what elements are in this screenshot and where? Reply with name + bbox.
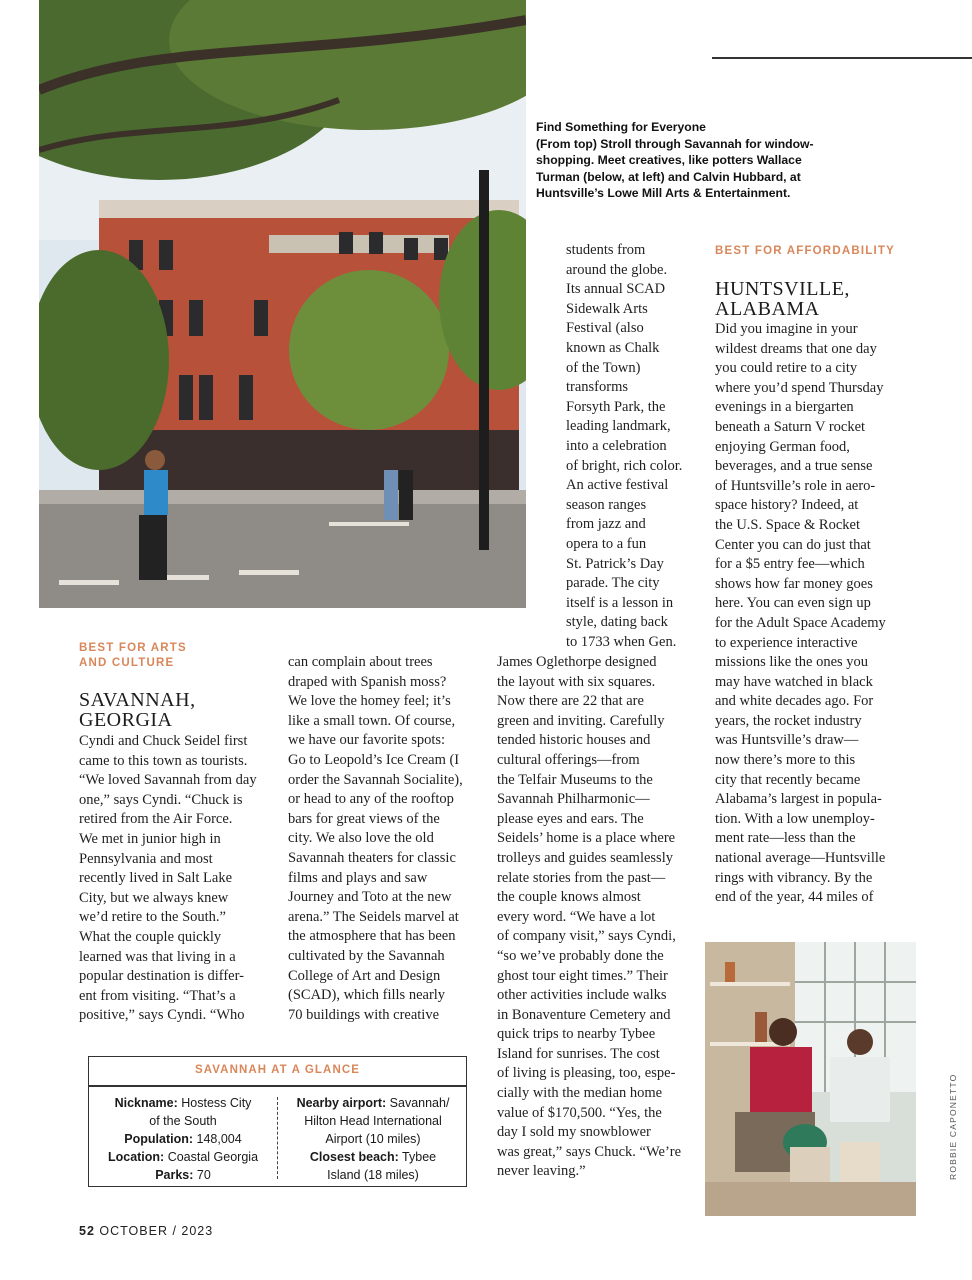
text-line: you could retire to a city xyxy=(715,360,858,377)
text-line: Island for sunrises. The cost xyxy=(497,1045,660,1062)
potters-photo xyxy=(705,942,916,1216)
text-line: years, the rocket industry xyxy=(715,712,862,729)
text-line: around the globe. xyxy=(566,261,668,278)
text-line: or head to any of the rooftop xyxy=(288,791,454,808)
text-line: every word. “We have a lot xyxy=(497,908,656,925)
text-line: we have our favorite spots: xyxy=(288,732,446,749)
text-line: City, but we always knew xyxy=(79,889,229,906)
text-line: students from xyxy=(566,242,646,258)
text-line: here. You can even sign up xyxy=(715,595,871,612)
text-line: cultivated by the Savannah xyxy=(288,947,445,964)
text-line: Center you can do just that xyxy=(715,536,871,553)
text-line: College of Art and Design xyxy=(288,967,441,984)
glance-location xyxy=(95,1148,271,1166)
text-line: wildest dreams that one day xyxy=(715,340,877,357)
text-line: Forsyth Park, the xyxy=(566,398,666,415)
glance-population xyxy=(95,1130,271,1148)
text-line: (SCAD), which fills nearly xyxy=(288,987,446,1004)
text-line: of Huntsville’s role in aero- xyxy=(715,477,876,494)
text-line: day I sold my snowblower xyxy=(497,1124,651,1141)
caption-line: (From top) Stroll through Savannah for window- xyxy=(536,136,814,151)
text-line: into a celebration xyxy=(566,437,667,454)
text-line: Savannah Philharmonic— xyxy=(497,791,650,808)
text-line: rings with vibrancy. By the xyxy=(715,869,873,886)
savannah-heading xyxy=(79,690,196,730)
glance-column-divider xyxy=(277,1097,278,1179)
caption-line: Turman (below, at left) and Calvin Hubbard, at xyxy=(536,169,801,184)
text-line: the U.S. Space & Rocket xyxy=(715,516,860,533)
text-line: draped with Spanish moss? xyxy=(288,673,447,690)
savannah-column-3-bottom xyxy=(497,653,697,1182)
text-line: and white decades ago. For xyxy=(715,693,874,710)
text-line: the layout with six squares. xyxy=(497,673,656,690)
text-line: space history? Indeed, at xyxy=(715,497,859,514)
text-line: ment rate—less than the xyxy=(715,830,856,847)
text-line: Cyndi and Chuck Seidel first xyxy=(79,733,248,749)
text-line: to 1733 when Gen. xyxy=(566,633,677,650)
text-line: opera to a fun xyxy=(566,535,647,552)
text-line: Pennsylvania and most xyxy=(79,850,213,867)
glance-parks-label: Parks: xyxy=(155,1168,194,1182)
text-line: quick trips to nearby Tybee xyxy=(497,1026,656,1043)
text-line: Savannah theaters for classic xyxy=(288,849,456,866)
text-line: retired from the Air Force. xyxy=(79,811,233,828)
text-line: other activities include walks xyxy=(497,987,667,1004)
text-line: ghost tour eight times.” Their xyxy=(497,967,668,984)
text-line: Did you imagine in your xyxy=(715,321,858,337)
text-line: season ranges xyxy=(566,496,647,513)
glance-population-label: Population: xyxy=(124,1132,194,1146)
glance-beach-value: Tybee xyxy=(402,1150,437,1164)
heading-line: GEORGIA xyxy=(79,709,173,731)
glance-title-rule xyxy=(89,1085,466,1087)
glance-airport-label: Nearby airport: xyxy=(296,1096,387,1110)
text-line: the couple knows almost xyxy=(497,889,641,906)
photo-credit: ROBBIE CAPONETTO xyxy=(948,1073,958,1180)
text-line: positive,” says Cyndi. “Who xyxy=(79,1007,245,1024)
text-line: tended historic houses and xyxy=(497,732,651,749)
text-line: Alabama’s largest in popula- xyxy=(715,791,882,808)
glance-airport-value2: Hilton Head International xyxy=(304,1114,442,1128)
glance-location-label: Location: xyxy=(107,1150,165,1164)
text-line: “so we’ve probably done the xyxy=(497,947,664,964)
glance-beach-value2: Island (18 miles) xyxy=(327,1168,419,1182)
page-number: 52 xyxy=(79,1224,95,1238)
glance-airport-value: Savannah/ xyxy=(389,1096,450,1110)
text-line: recently lived in Salt Lake xyxy=(79,870,233,887)
glance-airport xyxy=(284,1094,462,1112)
huntsville-kicker: BEST FOR AFFORDABILITY xyxy=(715,245,895,257)
text-line: city that recently became xyxy=(715,771,861,788)
text-line: we’d retire to the South.” xyxy=(79,909,226,926)
text-line: We met in junior high in xyxy=(79,830,221,847)
heading-line: HUNTSVILLE, xyxy=(715,278,850,300)
huntsville-heading xyxy=(715,279,850,319)
text-line: films and plays and saw xyxy=(288,869,428,886)
text-line: was Huntsville’s draw— xyxy=(715,732,859,749)
text-line: What the couple quickly xyxy=(79,928,222,945)
savannah-kicker xyxy=(79,641,187,671)
issue-date: OCTOBER / 2023 xyxy=(99,1224,214,1238)
text-line: where you’d spend Thursday xyxy=(715,379,884,396)
text-line: was great,” says Chuck. “We’re xyxy=(497,1143,682,1160)
text-line: beverages, and a true sense xyxy=(715,458,873,475)
glance-beach xyxy=(284,1148,462,1166)
text-line: like a small town. Of course, xyxy=(288,712,456,729)
text-line: We love the homey feel; it’s xyxy=(288,693,451,710)
glance-nickname-label: Nickname: xyxy=(114,1096,178,1110)
text-line: missions like the ones you xyxy=(715,654,869,671)
savannah-column-1 xyxy=(79,732,279,1026)
glance-parks-value: 70 xyxy=(196,1168,211,1182)
text-line: cultural offerings—from xyxy=(497,751,640,768)
text-line: never leaving.” xyxy=(497,1163,586,1180)
text-line: the Telfair Museums to the xyxy=(497,771,653,788)
text-line: the atmosphere that has been xyxy=(288,928,456,945)
text-line: for a $5 entry fee—which xyxy=(715,556,865,573)
text-line: bars for great views of the xyxy=(288,810,440,827)
text-line: to experience interactive xyxy=(715,634,858,651)
caption-line: Huntsville’s Lowe Mill Arts & Entertainment. xyxy=(536,186,791,201)
text-line: of company visit,” says Cyndi, xyxy=(497,928,676,945)
glance-title: SAVANNAH AT A GLANCE xyxy=(194,1064,361,1076)
text-line: cially with the median home xyxy=(497,1085,663,1102)
text-line: Now there are 22 that are xyxy=(497,693,644,710)
photo-caption xyxy=(536,119,836,202)
glance-nickname xyxy=(95,1094,271,1112)
text-line: leading landmark, xyxy=(566,418,671,435)
text-line: of bright, rich color. xyxy=(566,457,683,474)
text-line: Sidewalk Arts xyxy=(566,300,648,317)
text-line: known as Chalk xyxy=(566,339,660,356)
text-line: order the Savannah Socialite), xyxy=(288,771,463,788)
savannah-column-3-top xyxy=(566,241,696,652)
text-line: city. We also love the old xyxy=(288,830,434,847)
text-line: style, dating back xyxy=(566,614,668,631)
text-line: ent from visiting. “That’s a xyxy=(79,987,236,1004)
text-line: Go to Leopold’s Ice Cream (I xyxy=(288,751,460,768)
text-line: may have watched in black xyxy=(715,673,873,690)
glance-nickname-value2: of the South xyxy=(149,1114,217,1128)
kicker-line: AND CULTURE xyxy=(79,657,175,669)
huntsville-column xyxy=(715,320,915,908)
text-line: can complain about trees xyxy=(288,654,433,670)
text-line: trolleys and guides seamlessly xyxy=(497,849,673,866)
text-line: of the Town) xyxy=(566,359,641,376)
text-line: in Bonaventure Cemetery and xyxy=(497,1006,671,1023)
text-line: arena.” The Seidels marvel at xyxy=(288,908,459,925)
text-line: beneath a Saturn V rocket xyxy=(715,418,866,435)
text-line: shows how far money goes xyxy=(715,575,873,592)
text-line: parade. The city xyxy=(566,575,660,592)
text-line: for the Adult Space Academy xyxy=(715,614,886,631)
glance-right xyxy=(284,1094,462,1184)
heading-line: ALABAMA xyxy=(715,298,820,320)
text-line: itself is a lesson in xyxy=(566,594,674,611)
text-line: relate stories from the past— xyxy=(497,869,666,886)
text-line: tion. With a low unemploy- xyxy=(715,810,875,827)
text-line: came to this town as tourists. xyxy=(79,752,248,769)
glance-location-value: Coastal Georgia xyxy=(167,1150,259,1164)
text-line: from jazz and xyxy=(566,516,646,533)
text-line: An active festival xyxy=(566,477,669,494)
text-line: one,” says Cyndi. “Chuck is xyxy=(79,791,243,808)
savannah-at-a-glance-box xyxy=(88,1056,467,1187)
text-line: James Oglethorpe designed xyxy=(497,654,657,670)
text-line: please eyes and ears. The xyxy=(497,810,644,827)
text-line: green and inviting. Carefully xyxy=(497,712,665,729)
text-line: Journey and Toto at the new xyxy=(288,889,452,906)
glance-beach-label: Closest beach: xyxy=(309,1150,399,1164)
text-line: St. Patrick’s Day xyxy=(566,555,664,572)
caption-title: Find Something for Everyone xyxy=(536,120,706,134)
text-line: now there’s more to this xyxy=(715,752,856,769)
text-line: learned was that living in a xyxy=(79,948,236,965)
caption-line: shopping. Meet creatives, like potters Wallace xyxy=(536,153,802,168)
page-footer xyxy=(79,1224,213,1238)
top-rule xyxy=(712,57,972,59)
glance-population-value: 148,004 xyxy=(196,1132,242,1146)
text-line: value of $170,500. “Yes, the xyxy=(497,1104,662,1121)
heading-line: SAVANNAH, xyxy=(79,689,196,711)
text-line: evenings in a biergarten xyxy=(715,399,854,416)
glance-parks xyxy=(95,1166,271,1184)
text-line: national average—Huntsville xyxy=(715,850,886,867)
text-line: end of the year, 44 miles of xyxy=(715,889,874,906)
text-line: transforms xyxy=(566,379,629,396)
text-line: enjoying German food, xyxy=(715,438,850,455)
savannah-column-2 xyxy=(288,653,488,1025)
text-line: Festival (also xyxy=(566,320,644,337)
text-line: popular destination is differ- xyxy=(79,968,244,985)
text-line: Its annual SCAD xyxy=(566,281,666,298)
kicker-line: BEST FOR ARTS xyxy=(79,642,187,654)
glance-airport-value3: Airport (10 miles) xyxy=(325,1132,421,1146)
glance-nickname-value: Hostess City xyxy=(181,1096,252,1110)
savannah-street-photo xyxy=(39,0,526,608)
text-line: 70 buildings with creative xyxy=(288,1006,440,1023)
text-line: Seidels’ home is a place where xyxy=(497,830,676,847)
text-line: “We loved Savannah from day xyxy=(79,772,257,789)
text-line: of living is pleasing, too, espe- xyxy=(497,1065,676,1082)
glance-left xyxy=(95,1094,271,1184)
